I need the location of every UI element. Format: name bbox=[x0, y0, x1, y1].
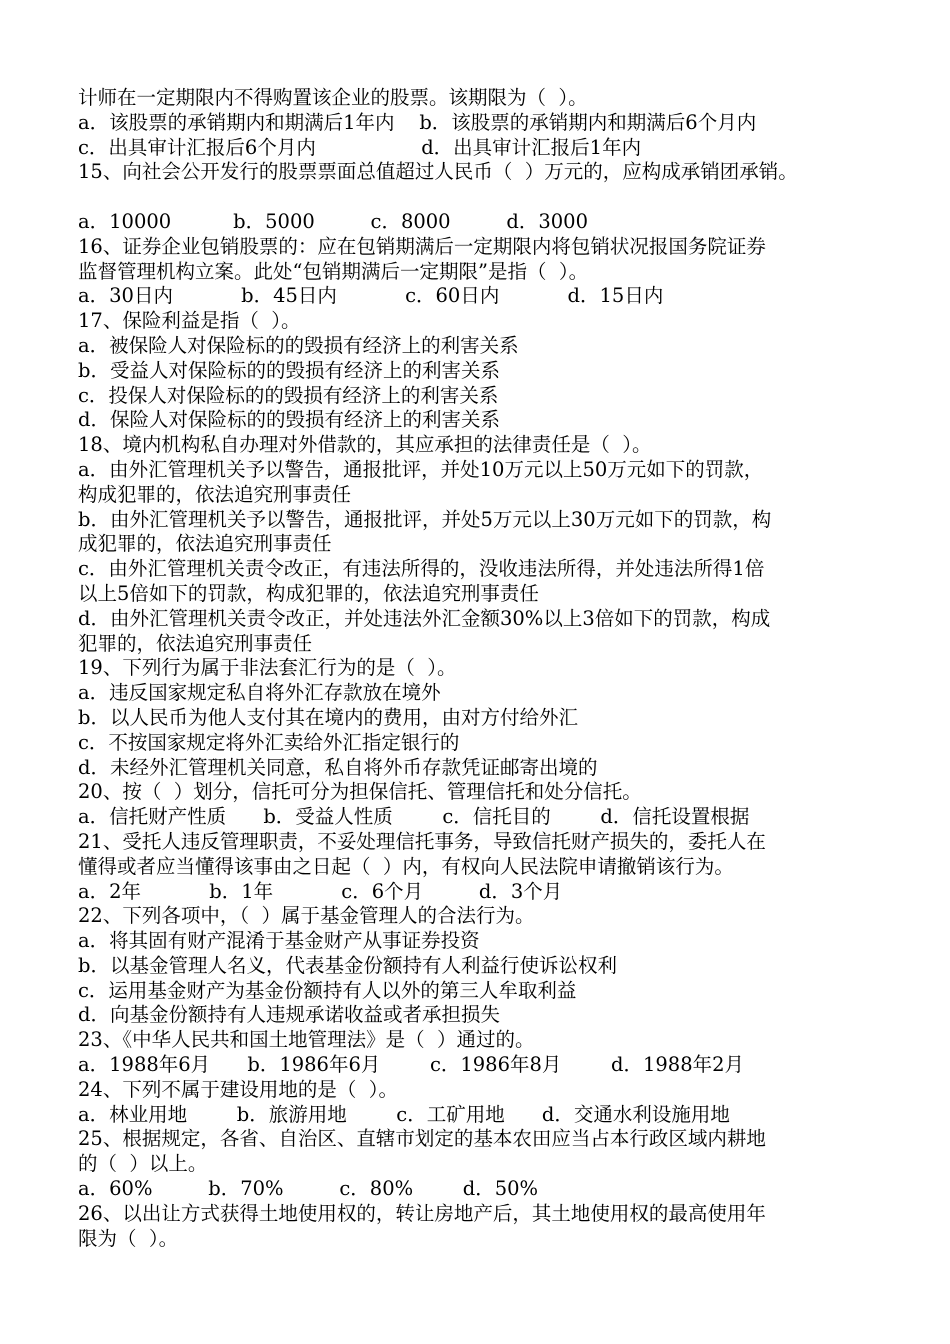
text-line: 成犯罪的，依法追究刑事责任 bbox=[78, 532, 332, 556]
text-line: a．1988年6月 b．1986年6月 c．1986年8月 d．1988年2月 bbox=[78, 1053, 745, 1077]
text-line: 监督管理机构立案。此处“包销期满后一定期限”是指（ ）。 bbox=[78, 259, 589, 283]
document-page bbox=[78, 86, 893, 1251]
text-line: a．30日内 b．45日内 c．60日内 d．15日内 bbox=[78, 284, 664, 308]
text-line: a．10000 b．5000 c．8000 d．3000 bbox=[78, 209, 588, 233]
text-line: 24、下列不属于建设用地的是（ ）。 bbox=[78, 1077, 398, 1101]
text-line: 以上5倍如下的罚款，构成犯罪的，依法追究刑事责任 bbox=[78, 581, 539, 605]
text-line: a．被保险人对保险标的的毁损有经济上的利害关系 bbox=[78, 333, 519, 357]
text-line: 17、保险利益是指（ ）。 bbox=[78, 309, 301, 333]
text-line: b．以人民币为他人支付其在境内的费用，由对方付给外汇 bbox=[78, 705, 578, 729]
text-line: b．由外汇管理机关予以警告，通报批评，并处5万元以上30万元如下的罚款，构 bbox=[78, 507, 772, 531]
text-line: a．2年 b．1年 c．6个月 d．3个月 bbox=[78, 879, 563, 903]
text-line: 18、境内机构私自办理对外借款的，其应承担的法律责任是（ ）。 bbox=[78, 433, 652, 457]
text-line: 21、受托人违反管理职责，不妥处理信托事务，导致信托财产损失的，委托人在 bbox=[78, 829, 766, 853]
text-line: 16、证券企业包销股票的：应在包销期满后一定期限内将包销状况报国务院证券 bbox=[78, 234, 766, 258]
text-line bbox=[78, 185, 893, 210]
text-line: 20、按（ ）划分，信托可分为担保信托、管理信托和处分信托。 bbox=[78, 780, 642, 804]
text-line: a．信托财产性质 b．受益人性质 c．信托目的 d．信托设置根据 bbox=[78, 805, 750, 829]
text-line: a．林业用地 b．旅游用地 c．工矿用地 d．交通水利设施用地 bbox=[78, 1102, 730, 1126]
text-line: a．60% b．70% c．80% d．50% bbox=[78, 1177, 539, 1201]
text-line: b．以基金管理人名义，代表基金份额持有人利益行使诉讼权利 bbox=[78, 953, 617, 977]
text-line: a．该股票的承销期内和期满后1年内 b．该股票的承销期内和期满后6个月内 bbox=[78, 110, 757, 134]
text-line: d．未经外汇管理机关同意，私自将外币存款凭证邮寄出境的 bbox=[78, 755, 598, 779]
text-line: 构成犯罪的，依法追究刑事责任 bbox=[78, 482, 352, 506]
text-line: c．由外汇管理机关责令改正，有违法所得的，没收违法所得，并处违法所得1倍 bbox=[78, 557, 765, 581]
text-line: a．将其固有财产混淆于基金财产从事证券投资 bbox=[78, 929, 480, 953]
text-line: d．向基金份额持有人违规承诺收益或者承担损失 bbox=[78, 1003, 500, 1027]
text-line: b．受益人对保险标的的毁损有经济上的利害关系 bbox=[78, 358, 500, 382]
text-line: 23、《中华人民共和国土地管理法》是（ ）通过的。 bbox=[78, 1028, 535, 1052]
text-line: 的（ ）以上。 bbox=[78, 1152, 208, 1176]
text-line: a．违反国家规定私自将外汇存款放在境外 bbox=[78, 681, 441, 705]
text-line: d．由外汇管理机关责令改正，并处违法外汇金额30%以上3倍如下的罚款，构成 bbox=[78, 606, 771, 630]
text-line: d．保险人对保险标的的毁损有经济上的利害关系 bbox=[78, 408, 500, 432]
text-line: a．由外汇管理机关予以警告，通报批评，并处10万元以上50万元如下的罚款， bbox=[78, 457, 764, 481]
text-line: 26、以出让方式获得土地使用权的，转让房地产后，其土地使用权的最高使用年 bbox=[78, 1201, 766, 1225]
text-line: c．不按国家规定将外汇卖给外汇指定银行的 bbox=[78, 730, 460, 754]
text-line: 犯罪的，依法追究刑事责任 bbox=[78, 631, 313, 655]
text-line: 计师在一定期限内不得购置该企业的股票。该期限为（ ）。 bbox=[78, 86, 588, 109]
text-line: 19、下列行为属于非法套汇行为的是（ ）。 bbox=[78, 656, 457, 680]
text-line: 懂得或者应当懂得该事由之日起（ ）内，有权向人民法院申请撤销该行为。 bbox=[78, 854, 734, 878]
text-line: c．运用基金财产为基金份额持有人以外的第三人牟取利益 bbox=[78, 978, 577, 1002]
text-line: 限为（ ）。 bbox=[78, 1226, 179, 1250]
text-line: 25、根据规定，各省、自治区、直辖市划定的基本农田应当占本行政区域内耕地 bbox=[78, 1127, 766, 1151]
text-line: 22、下列各项中，（ ）属于基金管理人的合法行为。 bbox=[78, 904, 535, 928]
text-line: c．出具审计汇报后6个月内 d．出具审计汇报后1年内 bbox=[78, 135, 642, 159]
text-line: c．投保人对保险标的的毁损有经济上的利害关系 bbox=[78, 383, 499, 407]
text-line: 15、向社会公开发行的股票票面总值超过人民币（ ）万元的，应构成承销团承销。 bbox=[78, 160, 798, 184]
